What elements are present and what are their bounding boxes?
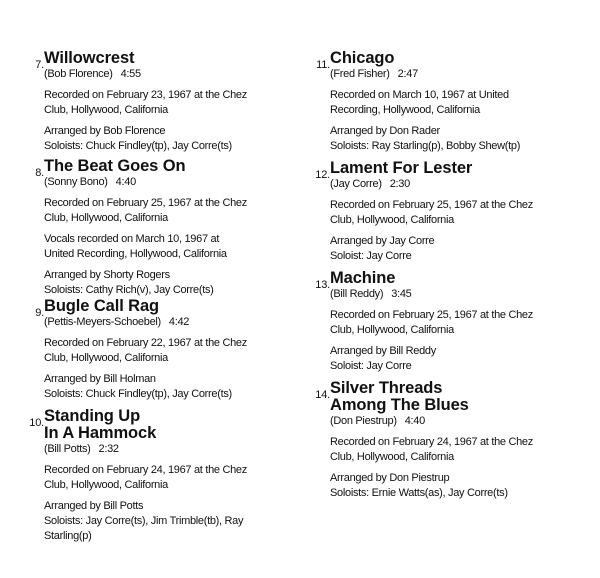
credits (44, 499, 282, 544)
composer: (Bob Florence) (44, 68, 113, 80)
credits (330, 234, 568, 264)
recording-info (330, 308, 568, 338)
track-number: 13. (315, 279, 330, 291)
track-title: The Beat Goes On (44, 157, 186, 175)
track-9 (22, 298, 282, 408)
track-title-line-2: Among The Blues (330, 396, 469, 414)
recording-line: Club, Hollywood, California (330, 214, 454, 226)
arranger: Arranged by Bill Potts (44, 500, 144, 512)
composer-duration (330, 67, 568, 82)
recording-line: Recorded on February 25, 1967 at the Chez (330, 199, 533, 211)
credits (44, 268, 282, 298)
track-11 (308, 50, 568, 160)
left-column (22, 50, 282, 544)
duration: 4:40 (404, 415, 425, 427)
recording-line: Recording, Hollywood, California (330, 104, 480, 116)
recording-info (330, 88, 568, 118)
duration: 2:32 (98, 443, 119, 455)
composer-duration (330, 177, 568, 192)
recording-info (44, 463, 282, 493)
track-number: 9. (35, 307, 44, 319)
soloists: Soloist: Jay Corre (330, 250, 412, 262)
arranger: Arranged by Bill Reddy (330, 345, 436, 357)
composer-duration (44, 315, 282, 330)
soloists: Soloists: Jay Corre(ts), Jim Trimble(tb), Ray (44, 515, 244, 527)
soloists: Soloists: Chuck Findley(tp), Jay Corre(ts) (44, 388, 232, 400)
recording-line: Recorded on March 10, 1967 at United (330, 89, 509, 101)
arranger: Arranged by Shorty Rogers (44, 269, 170, 281)
arranger: Arranged by Bob Florence (44, 125, 166, 137)
track-number: 11. (316, 59, 330, 71)
track-title-line-1: Standing Up (44, 407, 141, 425)
recording-line: Recorded on February 24, 1967 at the Chez (330, 436, 533, 448)
track-title-line-2: In A Hammock (44, 424, 157, 442)
recording-line: Club, Hollywood, California (330, 324, 454, 336)
recording-line: Club, Hollywood, California (44, 212, 168, 224)
duration: 4:40 (115, 176, 136, 188)
track-number: 7. (35, 59, 44, 71)
duration: 3:45 (391, 288, 412, 300)
duration: 4:55 (120, 68, 141, 80)
track-title: Machine (330, 269, 396, 287)
track-title: Willowcrest (44, 49, 135, 67)
track-14 (308, 380, 568, 501)
recording-line: Recorded on February 22, 1967 at the Chez (44, 337, 247, 349)
arranger: Arranged by Jay Corre (330, 235, 435, 247)
track-7 (22, 50, 282, 158)
recording-info (44, 196, 282, 226)
recording-line: Club, Hollywood, California (44, 479, 168, 491)
vocals-info (44, 232, 282, 262)
credits (44, 372, 282, 402)
credits (330, 124, 568, 154)
composer-duration (44, 175, 282, 190)
recording-line: Recorded on February 25, 1967 at the Chez (44, 197, 247, 209)
composer: (Bill Potts) (44, 443, 91, 455)
duration: 2:30 (389, 178, 410, 190)
composer-duration (44, 442, 282, 457)
composer: (Jay Corre) (330, 178, 382, 190)
track-title: Chicago (330, 49, 395, 67)
track-10 (22, 408, 282, 544)
composer-duration (330, 287, 568, 302)
soloists: Soloists: Ray Starling(p), Bobby Shew(tp) (330, 140, 521, 152)
track-13 (308, 270, 568, 380)
composer: (Don Piestrup) (330, 415, 397, 427)
recording-line: Club, Hollywood, California (44, 352, 168, 364)
composer: (Bill Reddy) (330, 288, 384, 300)
soloists: Soloists: Ernie Watts(as), Jay Corre(ts) (330, 487, 508, 499)
recording-info (330, 435, 568, 465)
duration: 4:42 (168, 316, 190, 328)
arranger: Arranged by Bill Holman (44, 373, 156, 385)
credits (330, 344, 568, 374)
soloists: Soloists: Chuck Findley(tp), Jay Corre(ts) (44, 140, 232, 152)
credits (44, 124, 282, 154)
credits (330, 471, 568, 501)
recording-line: Club, Hollywood, California (44, 104, 168, 116)
vocals-line: United Recording, Hollywood, California (44, 248, 227, 260)
recording-info (44, 88, 282, 118)
composer: (Pettis-Meyers-Schoebel) (44, 316, 161, 328)
composer-duration (330, 414, 568, 429)
arranger: Arranged by Don Piestrup (330, 472, 450, 484)
soloists-continued: Starling(p) (44, 530, 92, 542)
recording-info (330, 198, 568, 228)
soloists: Soloist: Jay Corre (330, 360, 412, 372)
composer: (Sonny Bono) (44, 176, 108, 188)
track-title: Lament For Lester (330, 159, 473, 177)
arranger: Arranged by Don Rader (330, 125, 440, 137)
track-title: Bugle Call Rag (44, 297, 160, 315)
track-8 (22, 158, 282, 298)
track-number: 8. (35, 167, 44, 179)
composer: (Fred Fisher) (330, 68, 390, 80)
recording-line: Recorded on February 23, 1967 at the Chez (44, 89, 247, 101)
composer-duration (44, 67, 282, 82)
track-number: 14. (315, 389, 330, 401)
soloists: Soloists: Cathy Rich(v), Jay Corre(ts) (44, 284, 214, 296)
track-number: 10. (29, 417, 44, 429)
right-column (308, 50, 568, 501)
duration: 2:47 (397, 68, 418, 80)
vocals-line: Vocals recorded on March 10, 1967 at (44, 233, 220, 245)
recording-line: Club, Hollywood, California (330, 451, 454, 463)
recording-line: Recorded on February 25, 1967 at the Chez (330, 309, 533, 321)
track-title-line-1: Silver Threads (330, 379, 443, 397)
recording-info (44, 336, 282, 366)
track-number: 12. (315, 169, 330, 181)
track-12 (308, 160, 568, 270)
recording-line: Recorded on February 24, 1967 at the Chez (44, 464, 247, 476)
